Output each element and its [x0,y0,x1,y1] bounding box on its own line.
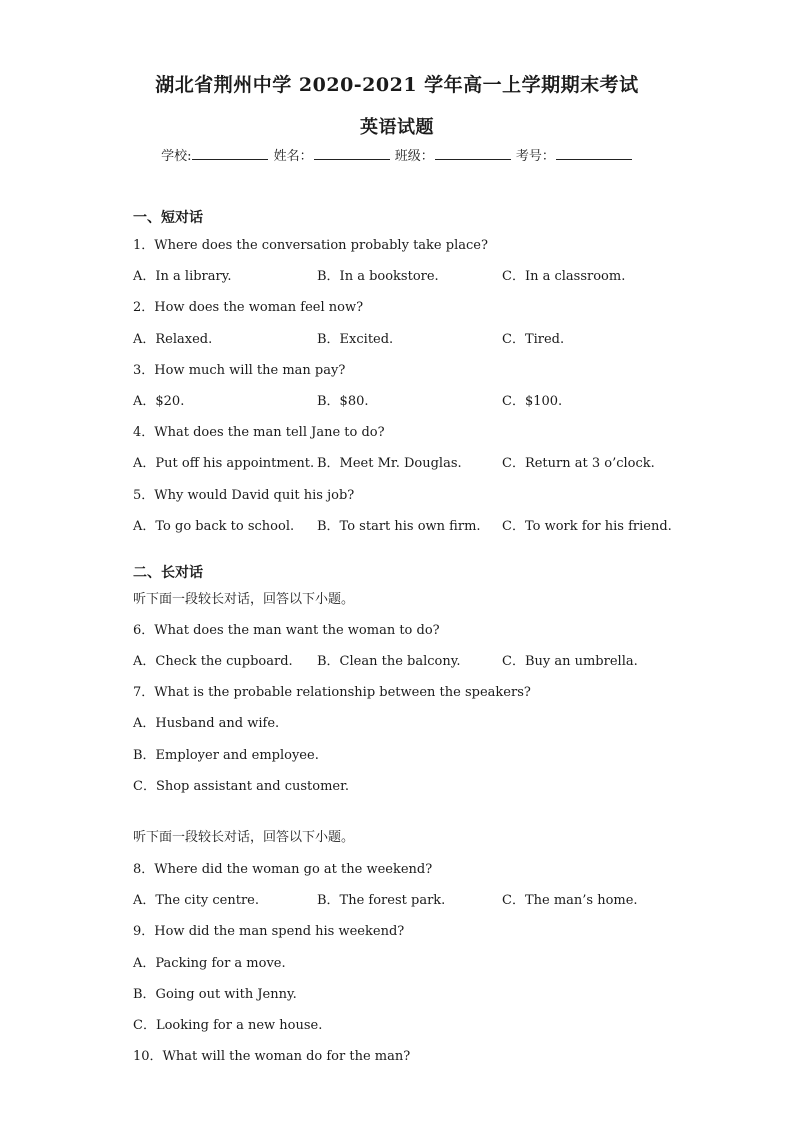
school-label: 学校: [161,149,192,164]
class-label: 班级： [394,149,434,164]
question-1-option-a: A．In a library. [133,269,232,284]
question-7-stem: 7．What is the probable relationship between the speakers? [133,685,531,700]
question-9-option-c: C．Looking for a new house. [133,1018,323,1033]
question-5-stem: 5．Why would David quit his job? [133,488,355,503]
section-heading-short-dialogues: 一、短对话 [133,210,203,226]
section-heading-long-dialogues: 二、长对话 [133,565,203,581]
question-7-option-b: B．Employer and employee. [133,748,319,763]
question-6-option-a: A．Check the cupboard. [133,654,293,669]
name-blank[interactable] [314,147,390,160]
question-2-option-c: C．Tired. [502,332,565,347]
question-3-option-a: A．$20. [133,394,185,409]
question-5-option-a: A．To go back to school. [133,519,295,534]
question-1-stem: 1．Where does the conversation probably take place? [133,238,488,253]
question-4-stem: 4．What does the man tell Jane to do? [133,425,385,440]
question-8-stem: 8．Where did the woman go at the weekend? [133,862,433,877]
question-8-option-a: A．The city centre. [133,893,260,908]
question-6-stem: 6．What does the man want the woman to do? [133,623,440,638]
question-8-option-b: B．The forest park. [317,893,446,908]
question-6-option-c: C．Buy an umbrella. [502,654,638,669]
question-4-option-c: C．Return at 3 o’clock. [502,456,655,471]
question-4-option-a: A．Put off his appointment. [133,456,315,471]
name-label: 姓名： [273,149,313,164]
question-3-option-c: C．$100. [502,394,563,409]
exam-title: 湖北省荆州中学 2020-2021 学年高一上学期期末考试 [155,74,639,96]
question-8-option-c: C．The man’s home. [502,893,638,908]
long-dialogue-intro-2: 听下面一段较长对话，回答以下小题。 [133,830,355,845]
question-6-option-b: B．Clean the balcony. [317,654,461,669]
school-blank[interactable] [192,147,268,160]
question-5-option-b: B．To start his own firm. [317,519,481,534]
long-dialogue-intro-1: 听下面一段较长对话，回答以下小题。 [133,592,355,607]
question-2-option-a: A．Relaxed. [133,332,213,347]
exam-no-label: 考号： [515,149,555,164]
student-info-row [0,145,794,164]
question-2-option-b: B．Excited. [317,332,394,347]
question-1-option-b: B．In a bookstore. [317,269,439,284]
question-2-stem: 2．How does the woman feel now? [133,300,364,315]
question-9-option-b: B．Going out with Jenny. [133,987,297,1002]
question-9-stem: 9．How did the man spend his weekend? [133,924,405,939]
class-blank[interactable] [435,147,511,160]
question-4-option-b: B．Meet Mr. Douglas. [317,456,462,471]
exam-subtitle: 英语试题 [360,117,434,138]
question-7-option-a: A．Husband and wife. [133,716,280,731]
question-3-stem: 3．How much will the man pay? [133,363,346,378]
question-3-option-b: B．$80. [317,394,369,409]
question-7-option-c: C．Shop assistant and customer. [133,779,350,794]
question-10-stem: 10．What will the woman do for the man? [133,1049,411,1064]
question-5-option-c: C．To work for his friend. [502,519,672,534]
question-9-option-a: A．Packing for a move. [133,956,286,971]
exam-no-blank[interactable] [556,147,632,160]
question-1-option-c: C．In a classroom. [502,269,626,284]
